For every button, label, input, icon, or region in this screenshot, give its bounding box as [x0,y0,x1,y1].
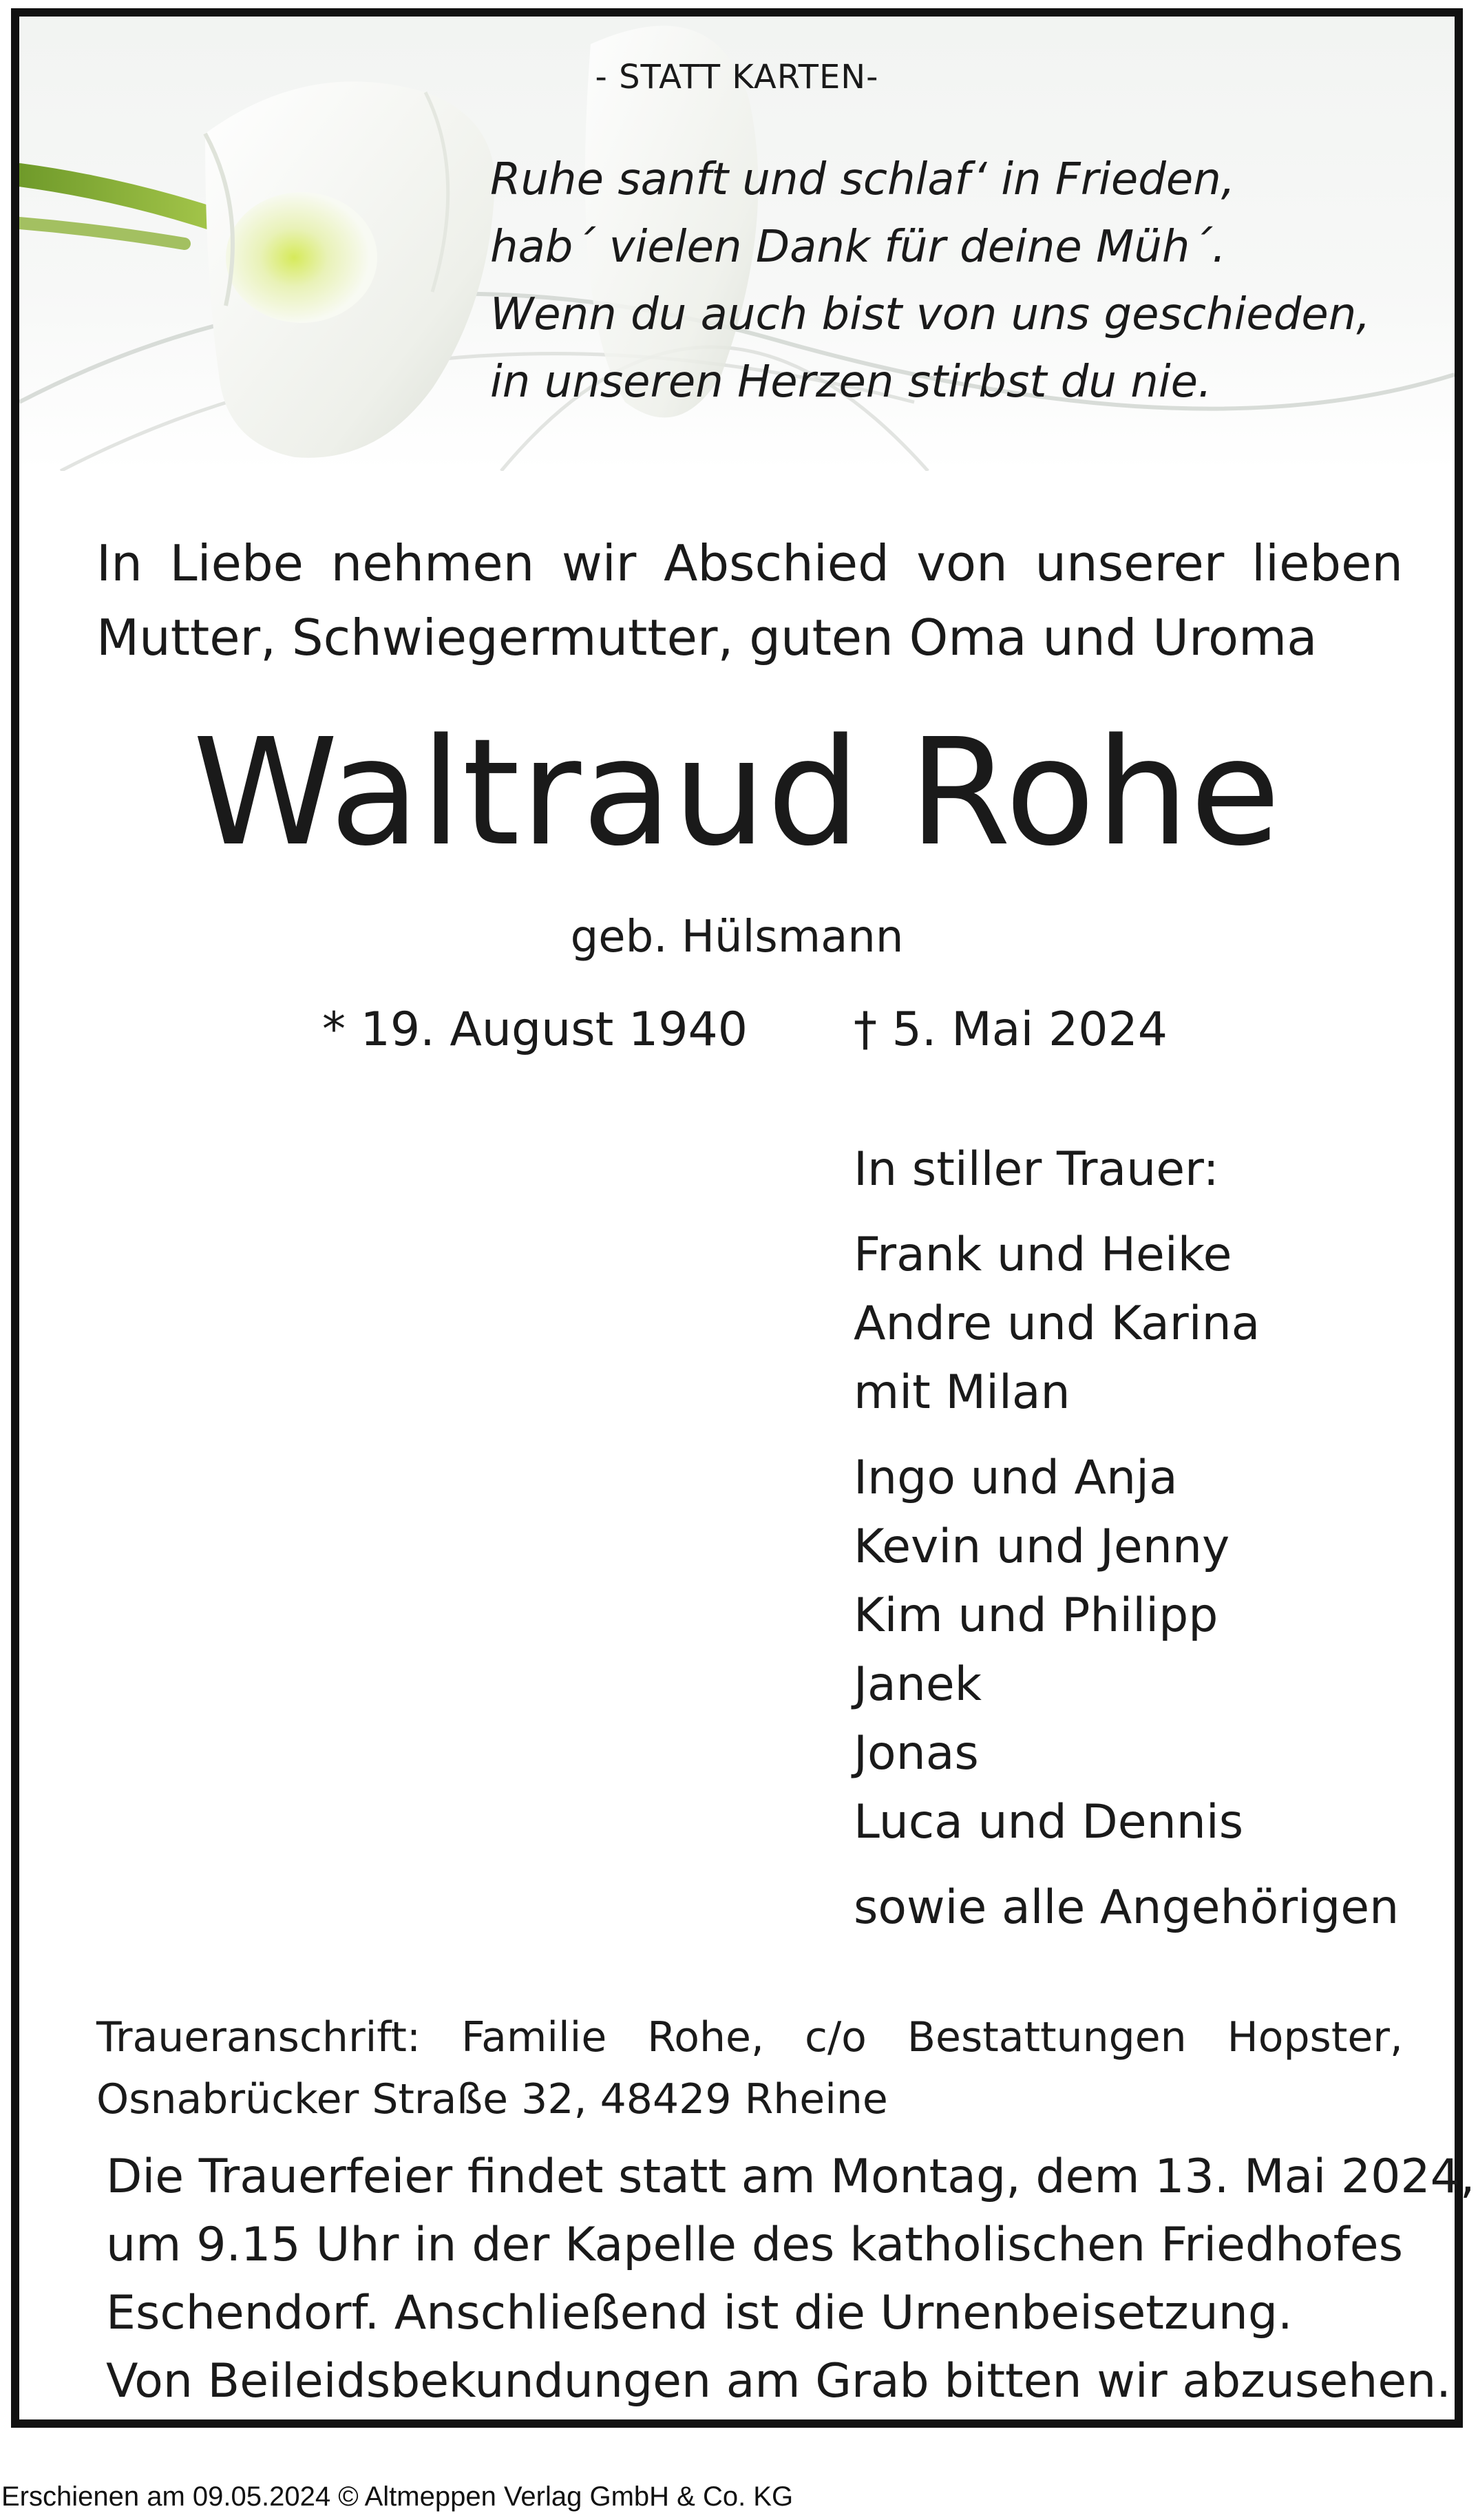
poem-line: Ruhe sanft und schlaf‘ in Frieden, [490,154,1236,205]
birth-name: geb. Hülsmann [570,912,904,963]
mourners-heading: In stiller Trauer: [854,1142,1219,1197]
mourner-entry: Janek [854,1657,982,1712]
mourner-entry: Jonas [854,1726,979,1781]
deceased-name: Waltraud Rohe [192,707,1282,879]
birth-date: * 19. August 1940 [322,1002,748,1057]
intro-line: In Liebe nehmen wir Abschied von unserer lieben [96,534,1403,592]
mourner-entry: Kevin und Jenny [854,1520,1230,1574]
ceremony-line: Die Trauerfeier findet statt am Montag, dem 13. Mai 2024, [106,2150,1475,2204]
poem [490,146,1371,416]
mourner-entry: Luca und Dennis [854,1795,1244,1849]
statt-karten-notice: - STATT KARTEN- [595,58,879,96]
poem-line: in unseren Herzen stirbst du nie. [490,357,1212,408]
poem-line: Wenn du auch bist von uns geschieden, [490,289,1371,340]
mourners-closing: sowie alle Angehörigen [854,1880,1400,1935]
mourners-group [854,1221,1399,1427]
intro-line: Mutter, Schwiegermutter, guten Oma und Uroma [96,609,1318,666]
address-line: Traueranschrift: Familie Rohe, c/o Bestattungen Hopster, [96,2013,1403,2061]
mourner-entry: Kim und Philipp [854,1588,1218,1643]
mourner-entry: Andre und Karina [854,1296,1260,1351]
publication-footer: Erschienen am 09.05.2024 © Altmeppen Verlag GmbH & Co. KG [1,2481,794,2512]
death-date: † 5. Mai 2024 [854,1002,1168,1057]
ceremony-line: um 9.15 Uhr in der Kapelle des katholischen Friedhofes [106,2218,1403,2272]
obituary-frame [11,8,1475,2428]
ceremony-line: Eschendorf. Anschließend ist die Urnenbeisetzung. [106,2286,1293,2340]
ceremony-notice [106,2143,1475,2415]
address-line: Osnabrücker Straße 32, 48429 Rheine [96,2075,888,2123]
ceremony-line: Von Beileidsbekundungen am Grab bitten wir abzusehen. [106,2354,1451,2408]
mourners-list [854,1135,1399,1942]
intro-text [96,526,1403,675]
mourners-group [854,1444,1399,1857]
mourner-entry: Ingo und Anja [854,1451,1178,1505]
header-lily-image [19,17,1455,471]
mourner-entry: mit Milan [854,1365,1070,1420]
poem-line: hab´ vielen Dank für deine Müh´. [490,222,1226,273]
mourning-address [96,2006,1403,2130]
mourner-entry: Frank und Heike [854,1228,1232,1282]
